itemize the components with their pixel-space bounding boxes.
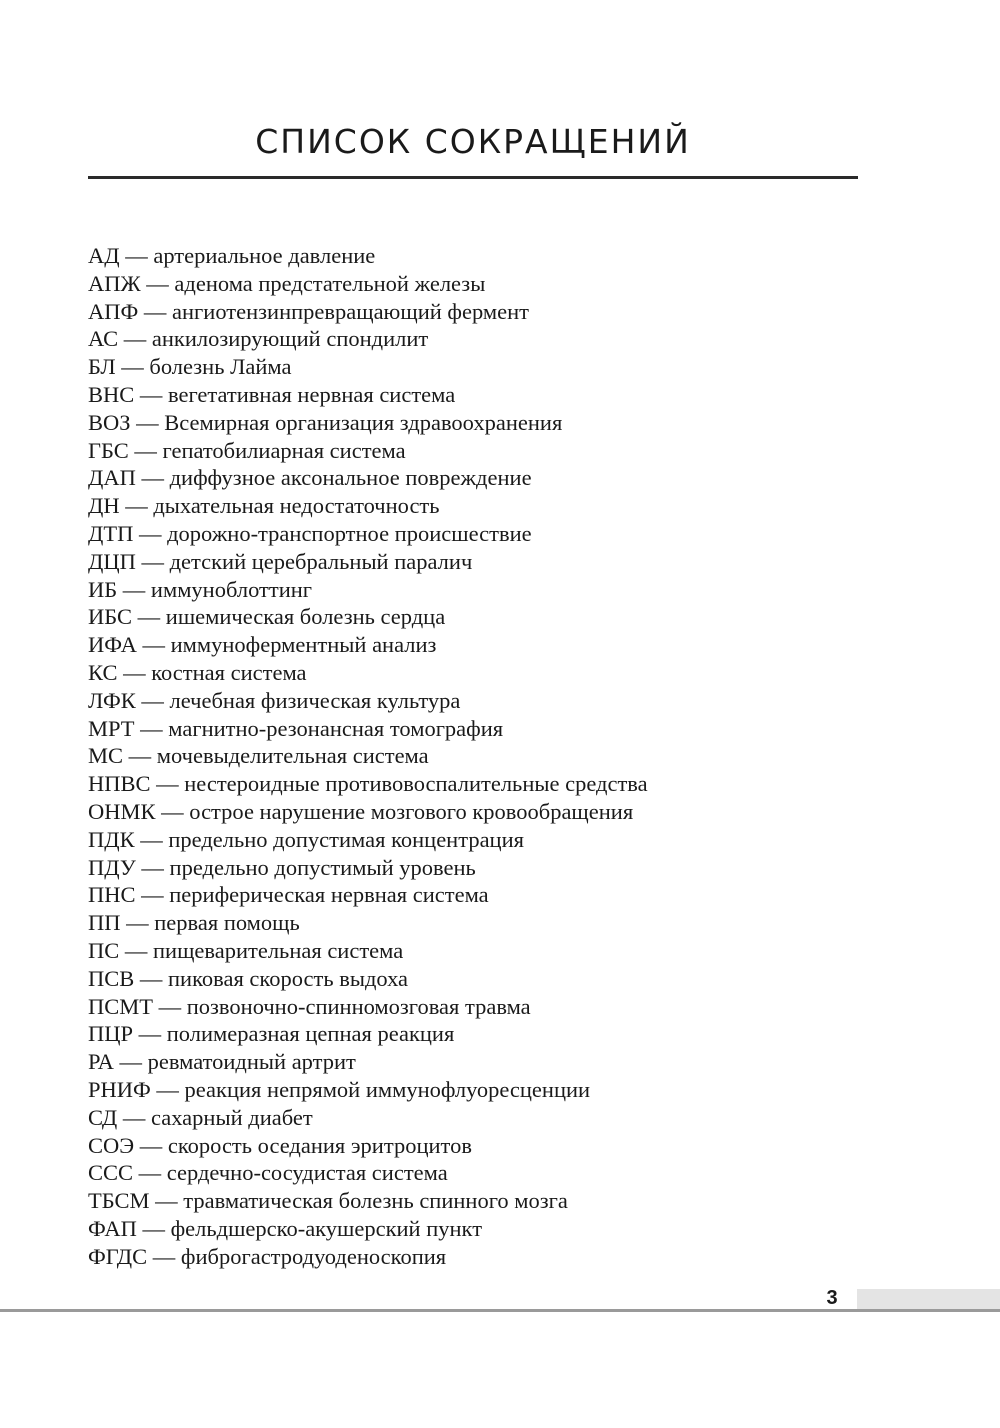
list-item: ПП — первая помощь [88,910,300,936]
list-item: ПЦР — полимеразная цепная реакция [88,1021,455,1047]
abbreviation-list [88,242,648,1270]
list-item: ДЦП — детский церебральный паралич [88,548,473,574]
footer-bar [857,1289,1000,1309]
list-item: ИБ — иммуноблоттинг [88,576,313,602]
list-item: КС — костная система [88,659,307,685]
list-item: ВОЗ — Всемирная организация здравоохранения [88,409,563,435]
list-item: НПВС — нестероидные противовоспалительные средства [88,771,648,797]
list-item: ЛФК — лечебная физическая культура [88,687,461,713]
list-item: ТБСМ — травматическая болезнь спинного мозга [88,1188,568,1214]
list-item: ПДК — предельно допустимая концентрация [88,826,524,852]
list-item: ГБС — гепатобилиарная система [88,437,406,463]
list-item: ССС — сердечно-сосудистая система [88,1160,448,1186]
list-item: ФГДС — фиброгастродуоденоскопия [88,1243,447,1269]
list-item: АПЖ — аденома предстательной железы [88,270,486,296]
list-item: ПДУ — предельно допустимый уровень [88,854,476,880]
list-item: ВНС — вегетативная нервная система [88,381,456,407]
list-item: СОЭ — скорость оседания эритроцитов [88,1132,472,1158]
list-item: АД — артериальное давление [88,243,376,268]
list-item: ПС — пищеварительная система [88,937,404,963]
list-item: БЛ — болезнь Лайма [88,354,292,380]
list-item: ПСВ — пиковая скорость выдоха [88,965,409,991]
list-item: ПНС — периферическая нервная система [88,882,489,908]
list-item: МС — мочевыделительная система [88,743,429,769]
list-item: ДН — дыхательная недостаточность [88,493,440,519]
list-item: ДТП — дорожно-транспортное происшествие [88,520,532,546]
list-item: РНИФ — реакция непрямой иммунофлуоресценции [88,1076,591,1102]
list-item: ИБС — ишемическая болезнь сердца [88,604,446,630]
page-number: 3 [826,1287,838,1309]
list-item: РА — ревматоидный артрит [88,1049,356,1075]
footer-divider [0,1309,1000,1312]
list-item: СД — сахарный диабет [88,1104,313,1130]
list-item: ИФА — иммуноферментный анализ [88,632,437,658]
list-item: ОНМК — острое нарушение мозгового кровообращения [88,798,634,824]
list-item: МРТ — магнитно-резонансная томография [88,715,504,741]
list-item: ДАП — диффузное аксональное повреждение [88,465,532,491]
list-item: ФАП — фельдшерско-акушерский пункт [88,1215,483,1241]
page-title: СПИСОК СОКРАЩЕНИЙ [255,122,691,161]
list-item: АС — анкилозирующий спондилит [88,326,429,352]
list-item: АПФ — ангиотензинпревращающий фермент [88,298,529,324]
title-divider [88,176,858,179]
list-item: ПСМТ — позвоночно-спинномозговая травма [88,993,531,1019]
